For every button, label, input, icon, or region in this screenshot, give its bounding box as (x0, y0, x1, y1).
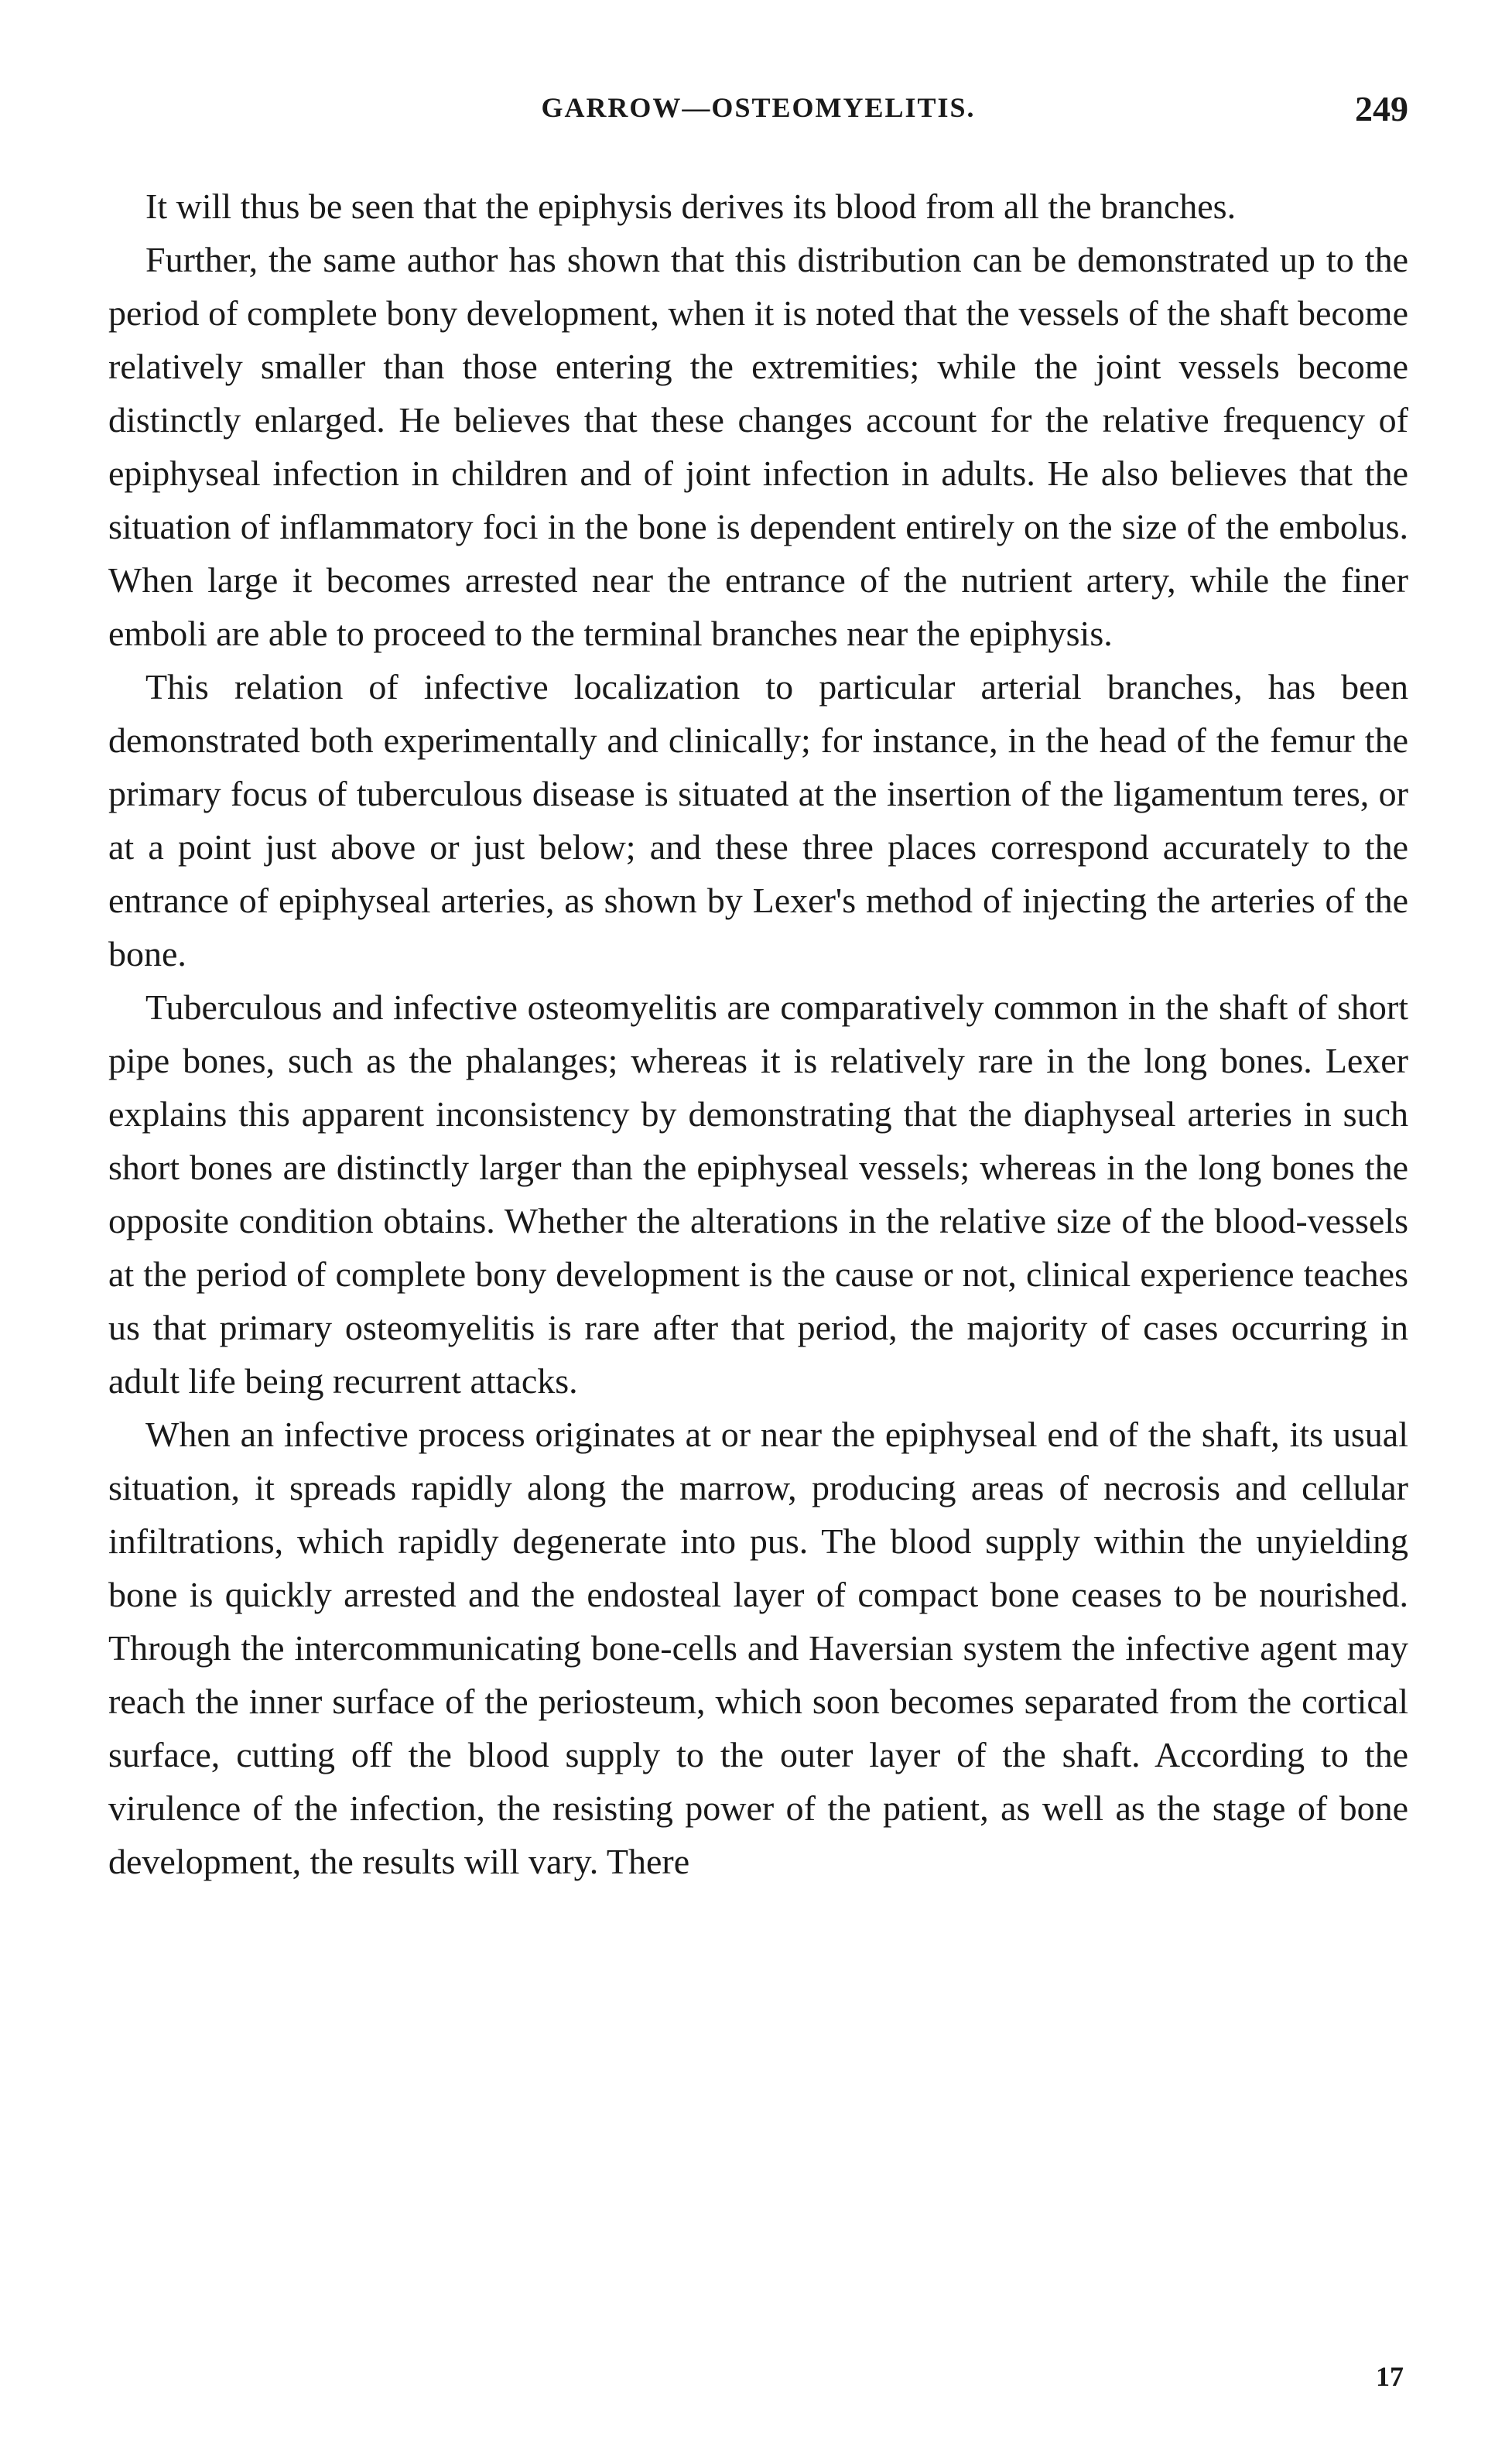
paragraph: Further, the same author has shown that this distribution can be demonstrated up to the period of complete bony development, when it is noted that the vessels of the shaft become relatively smaller than those entering the extremities; while the joint vessels become distinctly enlarged. He believes that these changes account for the relative frequency of epiphyseal infection in children and of joint infection in adults. He also believes that the situation of inflammatory foci in the bone is dependent entirely on the size of the embolus. When large it becomes arrested near the entrance of the nutrient artery, while the finer emboli are able to proceed to the terminal branches near the epiphysis. (108, 240, 1408, 653)
body-text (108, 180, 1408, 1888)
signature-mark: 17 (1376, 2361, 1404, 2392)
paragraph: This relation of infective localization to particular arterial branches, has been demonstrated both experimentally and clinically; for instance, in the head of the femur the primary focus of tuberculous disease is situated at the insertion of the ligamentum teres, or at a point just above or just below; and these three places correspond accurately to the entrance of epiphyseal arteries, as shown by Lexer's method of injecting the arteries of the bone. (108, 667, 1408, 973)
page-number: 249 (1355, 89, 1408, 128)
paragraph: When an infective process originates at or near the epiphyseal end of the shaft, its usual situation, it spreads rapidly along the marrow, producing areas of necrosis and cellular infiltrations, which rapidly degenerate into pus. The blood supply within the unyielding bone is quickly arrested and the endosteal layer of compact bone ceases to be nourished. Through the intercommunicating bone-cells and Haversian system the infective agent may reach the inner surface of the periosteum, which soon becomes separated from the cortical surface, cutting off the blood supply to the outer layer of the shaft. According to the virulence of the infection, the resisting power of the patient, as well as the stage of bone development, the results will vary. There (108, 1415, 1408, 1881)
paragraph: Tuberculous and infective osteomyelitis are comparatively common in the shaft of short pipe bones, such as the phalanges; whereas it is relatively rare in the long bones. Lexer explains this apparent inconsistency by demonstrating that the diaphyseal arteries in such short bones are distinctly larger than the epiphyseal vessels; whereas in the long bones the opposite condition obtains. Whether the alterations in the relative size of the blood-vessels at the period of complete bony development is the cause or not, clinical experience teaches us that primary osteomyelitis is rare after that period, the majority of cases occurring in adult life being recurrent attacks. (108, 987, 1408, 1401)
running-head (108, 91, 1408, 138)
running-title: GARROW—OSTEOMYELITIS. (541, 92, 976, 123)
paragraph: It will thus be seen that the epiphysis derives its blood from all the branches. (145, 186, 1237, 226)
